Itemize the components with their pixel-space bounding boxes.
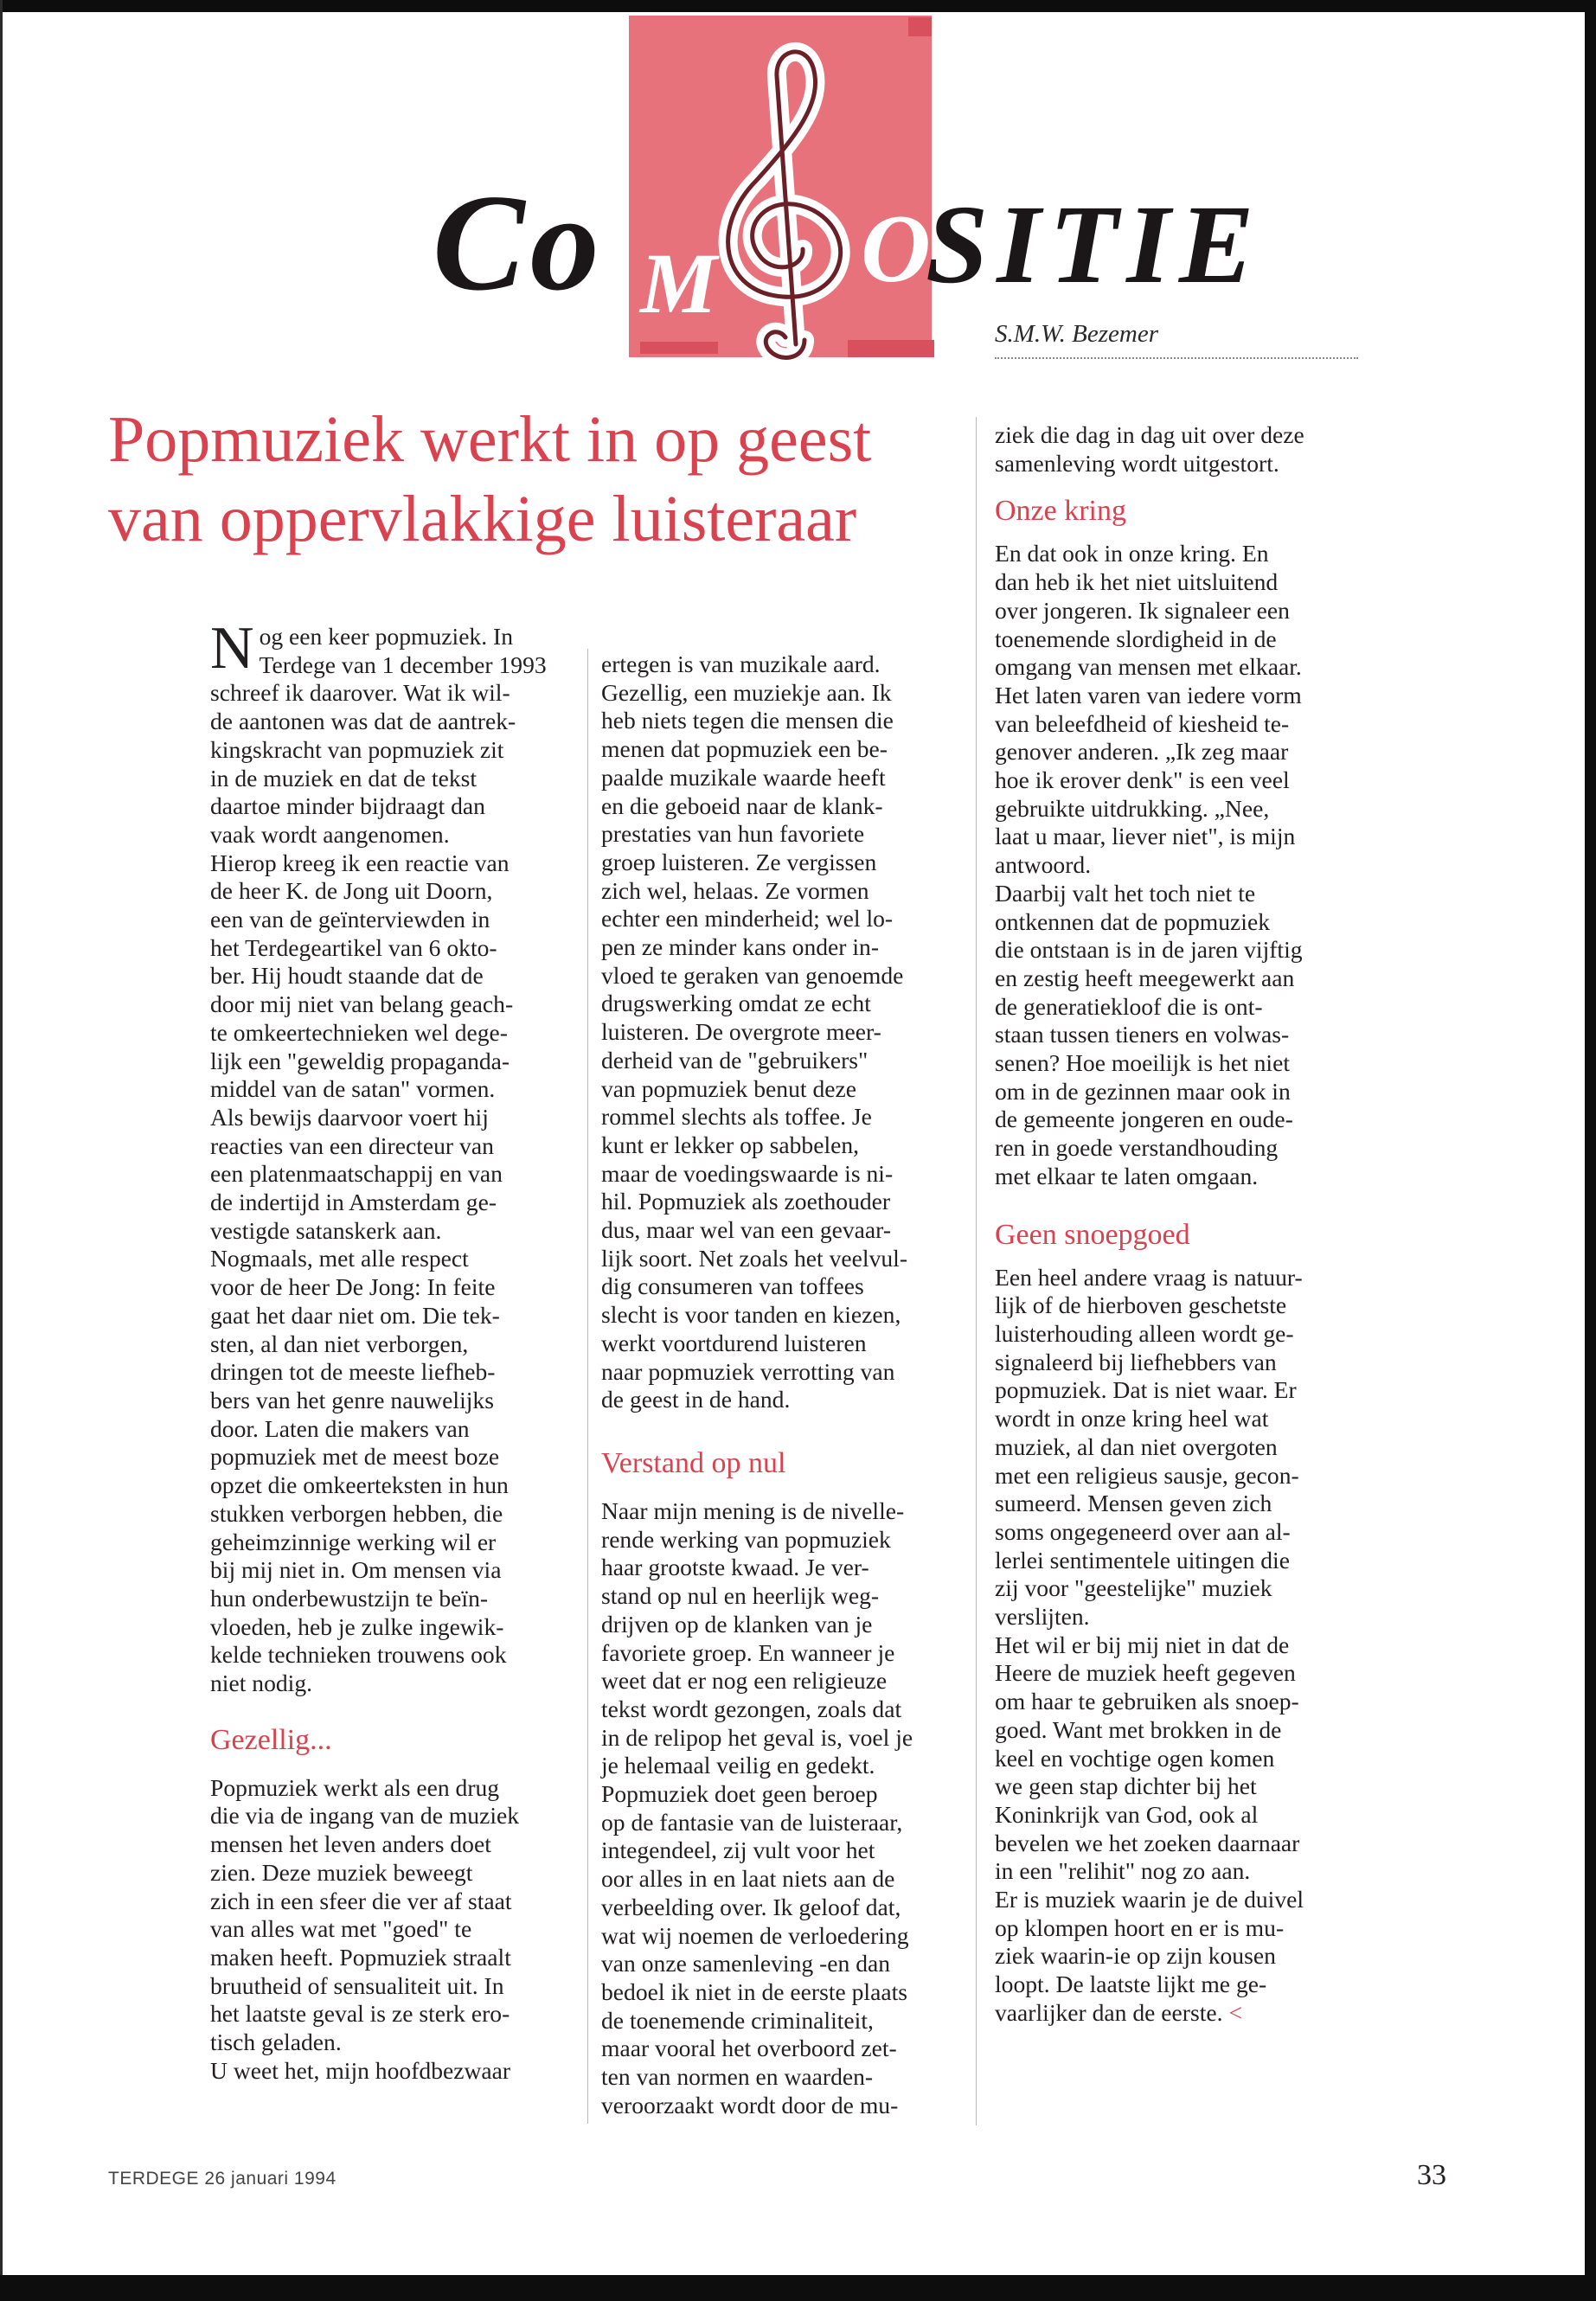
article-column-2 (601, 651, 965, 2119)
article-headline (108, 400, 956, 559)
masthead-letter-o: O (861, 195, 931, 303)
article-column-1 (210, 615, 574, 2085)
section-heading: Verstand op nul (601, 1446, 786, 1479)
body-paragraph: En dat ook in onze kring. En dan heb ik het niet uitsluitend over jongeren. Ik signaleer een toenemende slordigheid in de omgang van mensen met elkaar. Het laten varen van iedere vorm van beleefdheid of kiesheid te- genover anderen. „Ik zeg maar hoe ik erover denk" is een veel gebruikte uitdrukking. „Nee, laat u maar, liever niet", is mijn antwoord. Daarbij valt het toch niet te ontkennen dat de popmuziek die ontstaan is in de jaren vijftig en zestig heeft meegewerkt aan de generatiekloof die is ont- staan tussen tieners en volwas- senen? Hoe moeilijk is het niet om in de gezinnen maar ook in de gemeente jongeren en oude- ren in goede verstandhouding met elkaar te laten omgaan. (995, 540, 1303, 1189)
masthead-letter-m: M (640, 235, 717, 331)
drop-cap: N (210, 615, 254, 682)
column-divider (587, 649, 588, 2124)
paragraph-text: Een heel andere vraag is natuur- lijk of de hierboven geschetste luisterhouding alleen wordt ge- signaleerd bij liefhebbers van popmuziek. Dat is niet waar. Er wordt in onze kring heel wat muziek, al dan niet overgoten met een religieus sausje, gecon- sumeerd. Mensen geven zich soms ongegeneerd over aan al- lerlei sentimentele uitingen die zij voor "geestelijke" muziek verslijten. Het wil er bij mij niet in dat de Heere de muziek heeft gegeven om haar te gebruiken als snoep- goed. Want met brokken in de keel en vochtige ogen komen we geen stap dichter bij het Koninkrijk van God, ook al bevelen we het zoeken daarnaar in een "relihit" nog zo aan. Er is muziek waarin je de duivel op klompen hoort en er is mu- ziek waarin-ie op zijn kousen loopt. De laatste lijkt me ge- vaarlijker dan de eerste. (995, 1263, 1304, 2026)
end-mark: < (1228, 1998, 1242, 2026)
treble-clef-icon (675, 42, 891, 362)
author-byline: S.M.W. Bezemer (995, 320, 1158, 348)
section-heading: Geen snoepgoed (995, 1218, 1190, 1251)
byline-divider (995, 357, 1358, 359)
page-number: 33 (1417, 2159, 1446, 2191)
masthead-text-left: Co (433, 165, 605, 319)
column-divider (976, 417, 977, 2125)
article-column-3 (995, 421, 1358, 2028)
body-paragraph: ertegen is van muzikale aard. Gezellig, een muziekje aan. Ik heb niets tegen die mensen die menen dat popmuziek een be- paalde muzikale waarde heeft en die geboeid naar de klank- prestaties van hun favoriete groep luisteren. Ze vergissen zich wel, helaas. Ze vormen echter een minderheid; wel lo- pen ze minder kans onder in- vloed te geraken van genoemde drugswerking omdat ze echt luisteren. De overgrote meer- derheid van de "gebruikers" van popmuziek benut deze rommel slechts als toffee. Je kunt er lekker op sabbelen, maar de voedingswaarde is ni- hil. Popmuziek als zoethouder dus, maar wel van een gevaar- lijk soort. Net zoals het veelvul- dig consumeren van toffees slecht is voor tanden en kiezen, werkt voortdurend luisteren naar popmuziek verrotting van de geest in de hand. (601, 651, 908, 1413)
scan-border-right (1585, 0, 1596, 2301)
masthead-accent-bar (908, 17, 932, 36)
paragraph-text: og een keer popmuziek. In Terdege van 1 december 1993 schreef ik daarover. Wat ik wil- de aantonen was dat de aantrek- kingskracht van popmuziek zit in de muziek en dat de tekst daartoe minder bijdraagt dan vaak wordt aangenomen. Hierop kreeg ik een reactie van de heer K. de Jong uit Doorn, een van de geïnterviewden in het Terdegeartikel van 6 okto- ber. Hij houdt staande dat de door mij niet van belang geach- te omkeertechnieken wel dege- lijk een "geweldig propaganda- middel van de satan" vormen. Als bewijs daarvoor voert hij reacties van een directeur van een platenmaatschappij en van de indertijd in Amsterdam ge- vestigde satanskerk aan. Nogmaals, met alle respect voor de heer De Jong: In feite gaat het daar niet om. Die tek- sten, al dan niet verborgen, dringen tot de meeste liefheb- bers van het genre nauwelijks door. Laten die makers van popmuziek met de meest boze opzet die omkeerteksten in hun stukken verborgen hebben, die geheimzinnige werking wil er bij mij niet in. Om mensen via hun onderbewustzijn te beïn- vloeden, heb je zulke ingewik- kelde technieken trouwens ook niet nodig. (210, 623, 547, 1697)
section-heading: Gezellig... (210, 1723, 332, 1756)
section-heading: Onze kring (995, 495, 1127, 528)
scan-border-left (0, 0, 3, 2301)
masthead-text-right: SITIE (926, 183, 1263, 307)
headline-text: Popmuziek werkt in op geest van oppervlakkige luisteraar (108, 403, 872, 555)
body-paragraph (995, 1264, 1358, 2028)
scan-border-top (0, 0, 1596, 12)
body-paragraph: Naar mijn mening is de nivelle- rende werking van popmuziek haar grootste kwaad. Je ver- stand op nul en heerlijk weg- drijven op de klanken van je favoriete groep. En wanneer je weet dat er nog een religieuze tekst wordt gezongen, zoals dat in de relipop het geval is, voel je je helemaal veilig en gedekt. Popmuziek doet geen beroep op de fantasie van de luisteraar, integendeel, zij vult voor het oor alles in en laat niets aan de verbeelding over. Ik geloof dat, wat wij noemen de verloedering van onze samenleving -en dan bedoel ik niet in de eerste plaats de toenemende criminaliteit, maar vooral het overboord zet- ten van normen en waarden- veroorzaakt wordt door de mu- (601, 1497, 913, 2118)
body-paragraph: ziek die dag in dag uit over deze samenleving wordt uitgestort. (995, 421, 1304, 477)
body-paragraph (210, 615, 574, 1698)
body-paragraph: Popmuziek werkt als een drug die via de ingang van de muziek mensen het leven anders doet zien. Deze muziek beweegt zich in een sfeer die ver af staat van alles wat met "goed" te maken heeft. Popmuziek straalt bruutheid of sensualiteit uit. In het laatste geval is ze sterk ero- tisch geladen. U weet het, mijn hoofdbezwaar (210, 1773, 520, 2084)
scan-border-bottom (0, 2275, 1596, 2301)
publication-footer: TERDEGE 26 januari 1994 (108, 2169, 337, 2189)
